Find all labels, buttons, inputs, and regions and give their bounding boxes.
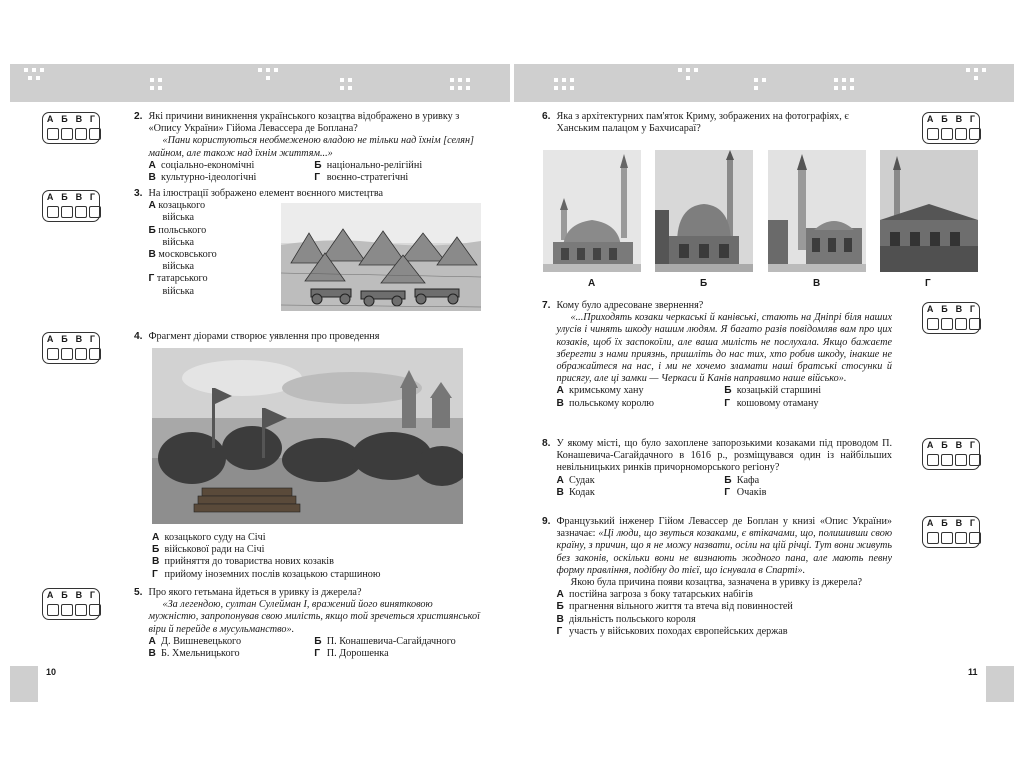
question-number: 7. [542,300,551,311]
options-list [149,200,269,298]
answer-cell[interactable] [927,318,939,330]
footer-tab-left [10,666,38,702]
photo-label-g: Г [925,278,931,289]
camp-engraving-image [281,203,481,311]
answer-cell[interactable] [89,206,101,218]
answer-cell[interactable] [75,604,87,616]
question-number: 2. [134,111,143,122]
answer-cell[interactable] [75,206,87,218]
answer-cell[interactable] [75,348,87,360]
answer-grid-q5[interactable]: А Б В Г [42,588,100,620]
question-number: 4. [134,331,143,342]
question-5 [134,587,480,660]
answer-cell[interactable] [89,128,101,140]
question-number: 3. [134,188,143,199]
option[interactable]: В польському королю [556,397,655,409]
options-list [149,160,481,184]
answer-grid-q4[interactable]: А Б В Г [42,332,100,364]
answer-cell[interactable] [75,128,87,140]
question-number: 5. [134,587,143,598]
footer-tab-right [986,666,1014,702]
question-4-options [152,532,482,581]
answer-cell[interactable] [927,532,939,544]
answer-cell[interactable] [927,454,939,466]
option[interactable]: Б польського війська [148,224,207,248]
page-number-left: 10 [46,667,57,677]
question-quote: «Ці люди, що звуться козаками, є втікачами, що, полишивши свою країну, з причин, що я не можу назвати, осіли на цій річці. Тут вони живуть без законів, оскільки вони не визнають жодного пана, але мають певну форму правління, подібну до тієї, що існувала в Спарті». [556,528,892,576]
question-text: Фрагмент діорами створює уявлення про проведення [148,331,380,342]
question-text: Про якого гетьмана йдеться в уривку із джерела? [148,587,362,598]
answer-cell[interactable] [89,348,101,360]
answer-grid-q8[interactable]: А Б В Г [922,438,980,470]
page-gutter [510,64,514,704]
mosque-photo-v[interactable] [768,150,866,272]
option[interactable]: В діяльність польського короля [556,613,696,625]
photo-label-a: А [588,278,596,289]
page-header-band-right [514,64,1014,102]
option[interactable]: В московського війська [148,249,217,273]
answer-grid-q3[interactable]: А Б В Г [42,190,100,222]
option[interactable]: А козацького війська [148,200,206,224]
answer-cell[interactable] [941,318,953,330]
question-2 [134,111,480,184]
option[interactable]: Г кошовому отаману [724,397,819,409]
option[interactable]: В Б. Хмельницького [148,648,240,660]
option[interactable]: Г участь у військових походах європейських держав [556,625,788,637]
question-8 [542,438,892,499]
option[interactable]: Б Кафа [724,474,760,486]
question-number: 9. [542,516,551,527]
question-text: Які причини виникнення українського козацтва відображено в уривку з «Опису України» Гійома Левассера де Боплана? [148,111,460,135]
question-text: Кому було адресоване звернення? [556,300,704,311]
question-text: Французький інженер Гійом Левассер де Боплан у книзі «Опис України» зазначає: [556,516,892,540]
option[interactable]: А козацького суду на Січі [152,532,266,543]
answer-cell[interactable] [969,454,981,466]
question-quote: «...Приходять козаки черкаські й канівські, стають на Дніпрі біля наших улусів і чинять шкоду нашим людям. Я багато разів повідомляв вам про цих козаків, щоб їх заспокоїли, але ваша милість не послухала. Якщо бажаєте зберегти з нами приязнь, пришліть до нас тих, хто робив шкоду, інакше не ображайтеся на нас, і ми не хочемо зламати наші братські стосунки й присягу, але ці замки — Черкаси й Канів направимо наше військо». [556,312,892,385]
options-list [557,475,893,499]
option[interactable]: В Кодак [556,486,595,498]
page-header-band-left [10,64,510,102]
option[interactable]: А соціально-економічні [148,159,255,171]
question-prompt: Якою була причина появи козацтва, зазначена в уривку із джерела? [570,577,863,589]
option[interactable]: Б козацькій старшині [724,385,822,397]
answer-grid-q9[interactable]: А Б В Г [922,516,980,548]
option[interactable]: А Судак [556,474,595,486]
palace-photo-g[interactable] [880,150,978,272]
answer-cell[interactable] [61,348,73,360]
page-number-right: 11 [968,667,978,677]
option[interactable]: В культурно-ідеологічні [148,172,257,184]
question-number: 6. [542,111,551,122]
option[interactable]: Б національно-релігійні [314,159,423,171]
option[interactable]: Г воєнно-стратегічні [314,172,409,184]
mosque-photo-b[interactable] [655,150,753,272]
answer-cell[interactable] [47,348,59,360]
question-4 [134,331,480,343]
option[interactable]: В прийняття до товариства нових козаків [152,556,334,568]
answer-cell[interactable] [927,128,939,140]
answer-cell[interactable] [969,532,981,544]
question-7 [542,300,892,410]
option[interactable]: А кримському хану [556,385,644,397]
answer-cell[interactable] [969,318,981,330]
answer-grid-q7[interactable]: А Б В Г [922,302,980,334]
options-list [557,385,893,409]
photo-label-v: В [813,278,821,289]
option[interactable]: Г П. Дорошенка [314,648,389,660]
options-list [557,589,893,638]
answer-cell[interactable] [47,128,59,140]
question-number: 8. [542,438,551,449]
question-text: У якому місті, що було захоплене запорозькими козаками під проводом П. Конашевича-Сагайдачного в 1616 р., розміщувався один із найбільших невільницьких ринків причорноморського регіону? [556,438,892,474]
answer-cell[interactable] [61,604,73,616]
option[interactable]: Г прийому іноземних послів козацькою старшиною [152,568,381,580]
option[interactable]: Г Очаків [724,486,767,498]
option[interactable]: Б військової ради на Січі [152,544,265,556]
answer-cell[interactable] [941,532,953,544]
question-text: На ілюстрації зображено елемент воєнного мистецтва [148,188,384,199]
answer-cell[interactable] [47,206,59,218]
mosque-photo-a[interactable] [543,150,641,272]
answer-grid-q6[interactable]: А Б В Г [922,112,980,144]
answer-cell[interactable] [969,128,981,140]
option[interactable]: А Д. Вишневецького [148,635,242,647]
question-9 [542,516,892,638]
answer-cell[interactable] [47,604,59,616]
option[interactable]: А постійна загроза з боку татарських набігів [556,589,753,601]
question-6 [542,111,892,135]
option[interactable]: Б П. Конашевича-Сагайдачного [314,635,456,647]
question-quote: «Пани користуються необмеженою владою не тільки над їхнім [селян] майном, але також над їхнім життям...» [148,135,474,159]
answer-cell[interactable] [955,318,967,330]
option[interactable]: Г татарського війська [148,273,208,297]
answer-cell[interactable] [955,128,967,140]
options-list [149,636,481,660]
question-quote: «За легендою, султан Сулейман I, вражений його винятковою мужністю, запропонував свою милість, якщо той зречеться християнської віри й перейде в мусульманство». [148,599,480,635]
photo-label-b: Б [700,278,708,289]
option[interactable]: Б прагнення вільного життя та втеча від повинностей [556,601,793,613]
answer-cell[interactable] [61,128,73,140]
answer-cell[interactable] [955,454,967,466]
answer-cell[interactable] [955,532,967,544]
answer-grid-q2[interactable]: А Б В Г [42,112,100,144]
question-text: Яка з архітектурних пам'яток Криму, зображених на фотографіях, є Ханським палацом у Бахчисараї? [556,111,849,135]
cossack-diorama-image [152,348,463,524]
answer-cell[interactable] [941,454,953,466]
answer-cell[interactable] [61,206,73,218]
answer-cell[interactable] [89,604,101,616]
answer-cell[interactable] [941,128,953,140]
